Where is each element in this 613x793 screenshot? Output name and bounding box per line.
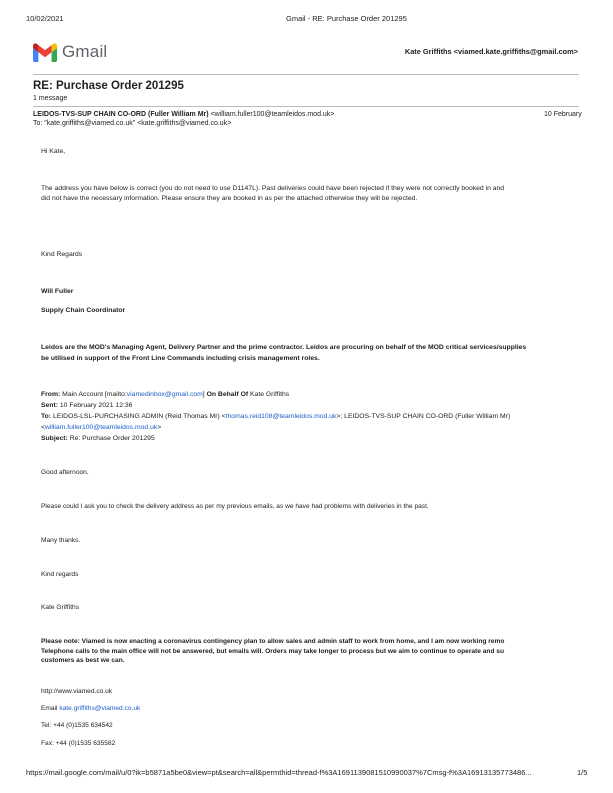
print-page-number: 1/5 <box>577 768 588 777</box>
original-thanks: Many thanks. <box>41 537 81 544</box>
original-name: Kate Griffiths <box>41 604 79 611</box>
gmail-m-icon <box>33 43 57 62</box>
notice-line1: Please note: Viamed is now enacting a coronavirus contingency plan to allow sales and admin staff to work from home, and I am now working remo <box>41 638 505 645</box>
print-title: Gmail - RE: Purchase Order 201295 <box>286 14 407 23</box>
original-request: Please could I ask you to check the delivery address as per my previous emails, as we have had problems with deliveries in the past. <box>41 503 429 510</box>
quoted-to <box>41 413 584 420</box>
quoted-sent-value: 10 February 2021 12:36 <box>59 402 133 409</box>
gmail-logo[interactable] <box>33 42 107 62</box>
notice-line3: customers as best we can. <box>41 657 125 664</box>
quoted-from-text: Main Account [mailto: <box>62 391 127 398</box>
original-greeting: Good afternoon, <box>41 469 89 476</box>
reply-greeting: Hi Kate, <box>41 148 66 155</box>
email-link[interactable]: kate.griffiths@viamed.co.uk <box>59 705 141 712</box>
quoted-behalf-name: Kate Griffiths <box>250 391 290 398</box>
message-count: 1 message <box>33 95 68 102</box>
print-date: 10/02/2021 <box>26 14 64 23</box>
sender <box>33 111 334 118</box>
quoted-to-link1[interactable]: thomas.reid108@teamleidos.mod.uk <box>225 413 337 420</box>
quoted-to-link2[interactable]: william.fuller100@teamleidos.mod.uk <box>44 424 158 431</box>
signature-name: Will Fuller <box>41 288 74 295</box>
reply-paragraph-line1: The address you have below is correct (you do not need to use D1147L). Past deliveries could have been rejected if they were not correctly booked in and <box>41 185 505 192</box>
quoted-to-text2: >; LEIDOS-TVS-SUP CHAIN CO-ORD (Fuller William Mr) <box>336 413 511 420</box>
quoted-to-close2: > <box>157 424 162 431</box>
reply-paragraph-line2: did not have the necessary information. Please ensure they are booked in as per the attached otherwise they will be rejected. <box>41 195 418 202</box>
leidos-note-line1: Leidos are the MOD's Managing Agent, Delivery Partner and the prime contractor. Leidos are procuring on behalf of the MOD critical services/supplies <box>41 344 527 351</box>
fax-line: Fax: +44 (0)1535 635582 <box>41 740 116 747</box>
quoted-to-label: To: <box>41 413 52 420</box>
quoted-to-open2: < <box>41 424 45 431</box>
print-footer-url: https://mail.google.com/mail/u/0?ik=b5871a5be0&view=pt&search=all&permthid=thread-f%3A1691139081510990037%7Cmsg-f%3A16913135773486... <box>26 768 532 777</box>
quoted-from-link[interactable]: viamedinbox@gmail.com <box>126 391 203 398</box>
quoted-behalf-label: On Behalf Of <box>206 391 249 398</box>
message-date: 10 February <box>544 111 582 118</box>
header-divider <box>33 74 579 75</box>
signature-role: Supply Chain Coordinator <box>41 307 126 314</box>
quoted-sent-label: Sent: <box>41 402 58 409</box>
thread-subject: RE: Purchase Order 201295 <box>33 80 184 92</box>
quoted-sent <box>41 402 132 409</box>
quoted-from <box>41 391 289 398</box>
subject-divider <box>33 106 579 107</box>
quoted-from-close: ] <box>202 391 205 398</box>
email-line <box>41 705 140 712</box>
quoted-to-text1: LEIDOS-LSL-PURCHASING ADMIN (Reid Thomas Mr) < <box>52 413 226 420</box>
quoted-subject-label: Subject: <box>41 435 68 442</box>
recipient-line: To: "kate.griffiths@viamed.co.uk" <kate.griffiths@viamed.co.uk> <box>33 120 232 127</box>
quoted-to-cont <box>41 424 161 431</box>
leidos-note-line2: be utilised in support of the Front Line Commands including crisis management roles. <box>41 355 320 362</box>
website-link[interactable]: http://www.viamed.co.uk <box>41 688 113 695</box>
reply-regards: Kind Regards <box>41 251 83 258</box>
account-email: Kate Griffiths <viamed.kate.griffiths@gmail.com> <box>404 47 578 56</box>
sender-email: <william.fuller100@teamleidos.mod.uk> <box>210 111 335 118</box>
quoted-subject <box>41 435 155 442</box>
tel-line: Tel: +44 (0)1535 634542 <box>41 722 113 729</box>
quoted-subject-value: Re: Purchase Order 201295 <box>69 435 155 442</box>
gmail-logo-text: Gmail <box>62 42 108 61</box>
sender-name: LEIDOS-TVS-SUP CHAIN CO-ORD (Fuller William Mr) <box>33 111 209 118</box>
email-label: Email <box>41 705 58 712</box>
quoted-from-label: From: <box>41 391 61 398</box>
notice-line2: Telephone calls to the main office will not be answered, but emails will. Orders may take longer to process but we aim to continue to operate and su <box>41 648 505 655</box>
original-regards: Kind regards <box>41 571 79 578</box>
